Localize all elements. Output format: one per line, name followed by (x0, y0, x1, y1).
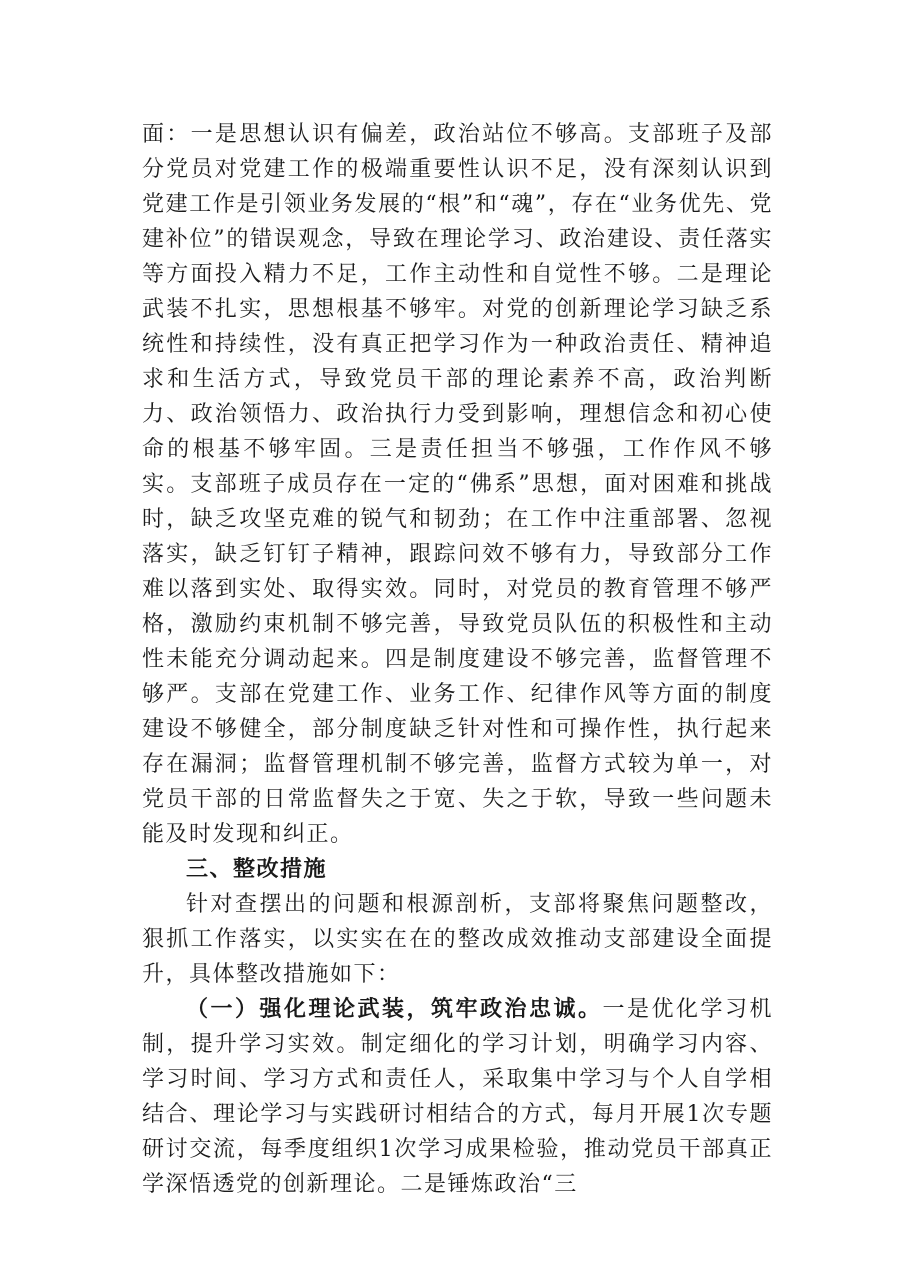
body-paragraph: 面：一是思想认识有偏差，政治站位不够高。支部班子及部分党员对党建工作的极端重要性认识不足，没有深刻认识到党建工作是引领业务发展的“根”和“魂”，存在“业务优先、党建补位”的错误观念，导致在理论学习、政治建设、责任落实等方面投入精力不足，工作主动性和自觉性不够。二是理论武装不扎实，思想根基不够牢。对党的创新理论学习缺乏系统性和持续性，没有真正把学习作为一种政治责任、精神追求和生活方式，导致党员干部的理论素养不高，政治判断力、政治领悟力、政治执行力受到影响，理想信念和初心使命的根基不够牢固。三是责任担当不够强，工作作风不够实。支部班子成员存在一定的“佛系”思想，面对困难和挑战时，缺乏攻坚克难的锐气和韧劲；在工作中注重部署、忽视落实，缺乏钉钉子精神，跟踪问效不够有力，导致部分工作难以落到实处、取得实效。同时，对党员的教育管理不够严格，激励约束机制不够完善，导致党员队伍的积极性和主动性未能充分调动起来。四是制度建设不够完善，监督管理不够严。支部在党建工作、业务工作、纪律作风等方面的制度建设不够健全，部分制度缺乏针对性和可操作性，执行起来存在漏洞；监督管理机制不够完善，监督方式较为单一，对党员干部的日常监督失之于宽、失之于软，导致一些问题未能及时发现和纠正。 (142, 122, 773, 847)
body-paragraph (142, 992, 773, 1202)
paragraph-text: 一是优化学习机制，提升学习实效。制定细化的学习计划，明确学习内容、学习时间、学习方式和责任人，采取集中学习与个人自学相结合、理论学习与实践研讨相结合的方式，每月开展1次专题研讨交流，每季度组织1次学习成果检验，推动党员干部真正学深悟透党的创新理论。二是锤炼政治“三 (142, 997, 773, 1197)
section-heading: 三、整改措施 (186, 857, 328, 882)
document-page (142, 117, 773, 1202)
body-paragraph: 针对查摆出的问题和根源剖析，支部将聚焦问题整改，狠抓工作落实，以实实在在的整改成效推动支部建设全面提升，具体整改措施如下： (142, 892, 773, 987)
subsection-title: （一）强化理论武装，筑牢政治忠诚。 (186, 996, 603, 1022)
